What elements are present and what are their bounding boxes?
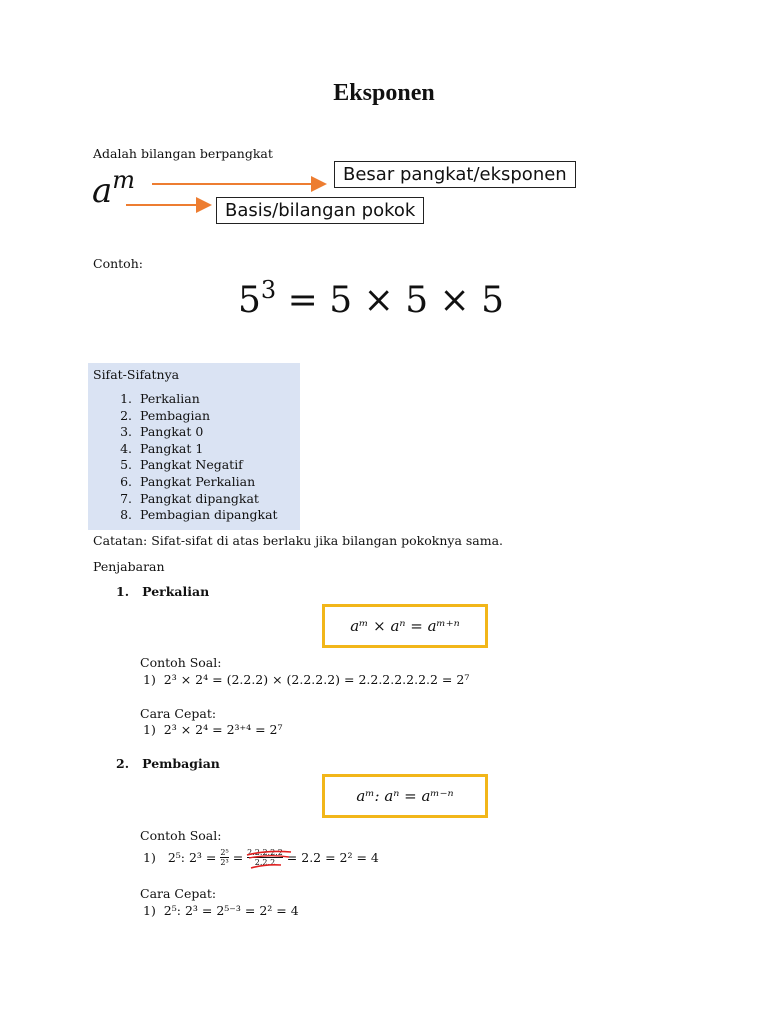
definition-label: Adalah bilangan berpangkat	[93, 146, 273, 161]
example-base: 5	[238, 280, 261, 321]
pembagian-formula: aᵐ: aⁿ = aᵐ⁻ⁿ	[356, 787, 454, 805]
example-exponent: 3	[260, 276, 277, 304]
penjabaran-label: Penjabaran	[93, 559, 165, 574]
list-item: 6. Pangkat Perkalian	[120, 473, 256, 489]
list-item: 8. Pembagian dipangkat	[120, 507, 278, 523]
base-box: Basis/bilangan pokok	[216, 197, 424, 224]
example-label: Contoh:	[93, 256, 143, 271]
sifat-heading: Sifat-Sifatnya	[93, 367, 180, 382]
pembagian-contoh-label: Contoh Soal:	[140, 828, 222, 843]
note-text: Catatan: Sifat-sifat di atas berlaku jika bilangan pokoknya sama.	[93, 533, 504, 548]
fraction-expanded: $\frac{2.2.2.2.2}{2.2.2}$	[247, 848, 283, 867]
perkalian-formula: aᵐ × aⁿ = aᵐ⁺ⁿ	[350, 617, 460, 635]
perkalian-cepat-label: Cara Cepat:	[140, 706, 217, 721]
list-item: 4. Pangkat 1	[120, 440, 204, 456]
fraction-powers: $\frac{\text{2⁵}}{\text{2³}}$	[220, 847, 229, 867]
list-item: 7. Pangkat dipangkat	[120, 490, 259, 506]
list-item: 1. Perkalian	[120, 391, 200, 406]
perkalian-contoh: 1) 2³ × 2⁴ = (2.2.2) × (2.2.2.2) = 2.2.2.2.2.2.2 = 2⁷	[143, 672, 470, 687]
pembagian-cepat: 1) 2⁵: 2³ = 2⁵⁻³ = 2² = 4	[143, 903, 299, 918]
list-item: 3. Pangkat 0	[120, 424, 204, 440]
pembagian-contoh: 1) 2⁵: 2³ = $\frac{\text{2⁵}}{\text{2³}}$ = $\frac{2.2.2.2.2}{2.2.2}$ = 2.2 = 2² = 4	[143, 843, 379, 871]
sifat-panel	[88, 363, 300, 530]
list-item: 5. Pangkat Negatif	[120, 457, 243, 473]
sifat-list	[108, 391, 278, 524]
list-item: 2. Pembagian	[120, 407, 211, 423]
section-perkalian-heading: 1. Perkalian	[116, 584, 210, 599]
section-pembagian-heading: 2. Pembagian	[116, 756, 220, 771]
perkalian-formula-box	[322, 604, 488, 648]
exponent-box: Besar pangkat/eksponen	[334, 161, 576, 188]
page-title: Eksponen	[333, 80, 435, 106]
pembagian-cepat-label: Cara Cepat:	[140, 886, 217, 901]
base-symbol: a	[92, 171, 113, 211]
strike-marks	[245, 846, 295, 872]
pembagian-formula-box	[322, 774, 488, 818]
perkalian-cepat: 1) 2³ × 2⁴ = 2³⁺⁴ = 2⁷	[143, 722, 283, 737]
exponent-symbol: m	[112, 166, 136, 194]
example-expansion: = 5 × 5 × 5	[287, 280, 505, 321]
perkalian-contoh-label: Contoh Soal:	[140, 655, 222, 670]
example-equation	[238, 276, 505, 321]
